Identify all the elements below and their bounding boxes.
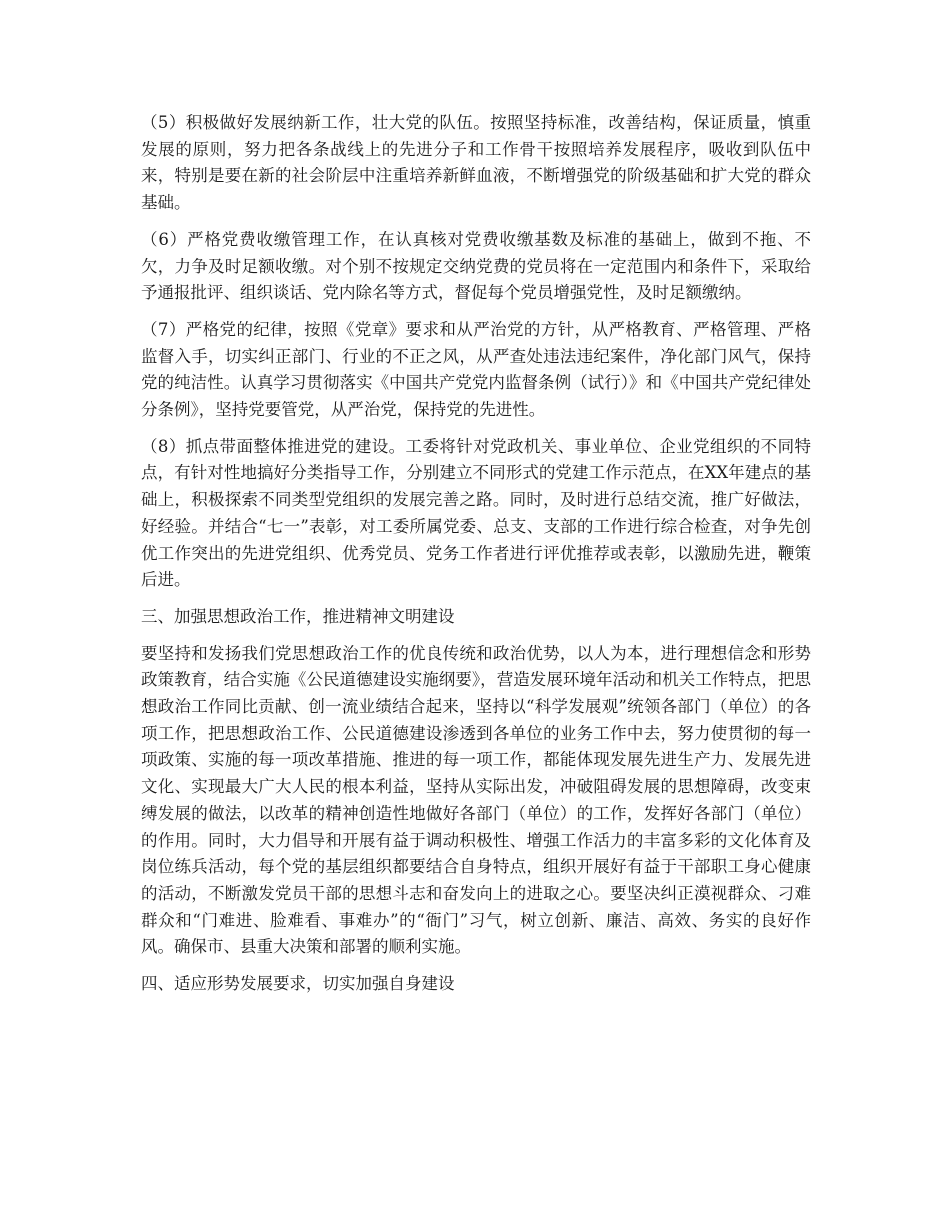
paragraph-item-7: （7）严格党的纪律，按照《党章》要求和从严治党的方针，从严格教育、严格管理、严格监督入手，切实纠正部门、行业的不正之风，从严查处违法违纪案件，净化部门风气，保持党的纯洁性。认真学习贯彻落实《中国共产党党内监督条例（试行）》和《中国共产党纪律处分条例》，坚持党要管党，从严治党，保持党的先进性。 — [141, 319, 811, 420]
paragraph-item-6: （6）严格党费收缴管理工作，在认真核对党费收缴基数及标准的基础上，做到不拖、不欠，力争及时足额收缴。对个别不按规定交纳党费的党员将在一定范围内和条件下，采取给予通报批评、组织谈话、党内除名等方式，督促每个党员增强党性，及时足额缴纳。 — [141, 229, 811, 303]
paragraph-ideological-work: 要坚持和发扬我们党思想政治工作的优良传统和政治优势，以人为本，进行理想信念和形势政策教育，结合实施《公民道德建设实施纲要》，营造发展环境年活动和机关工作特点，把思想政治工作同比贡献、创一流业绩结合起来，坚持以“科学发展观”统领各部门（单位）的各项工作，把思想政治工作、公民道德建设渗透到各单位的业务工作中去，努力使贯彻的每一项政策、实施的每一项改革措施、推进的每一项工作，都能体现发展先进生产力、发展先进文化、实现最大广大人民的根本利益，坚持从实际出发，冲破阻碍发展的思想障碍，改变束缚发展的做法，以改革的精神创造性地做好各部门（单位）的工作，发挥好各部门（单位）的作用。同时，大力倡导和开展有益于调动积极性、增强工作活力的丰富多彩的文化体育及岗位练兵活动，每个党的基层组织都要结合自身特点，组织开展好有益于干部职工身心健康的活动，不断激发党员干部的思想斗志和奋发向上的进取之心。要坚决纠正漠视群众、刁难群众和“门难进、脸难看、事难办”的“衙门”习气，树立创新、廉洁、高效、务实的良好作风。确保市、县重大决策和部署的顺利实施。 — [141, 643, 811, 957]
section-heading-4: 四、适应形势发展要求，切实加强自身建设 — [141, 974, 455, 994]
document-body — [141, 110, 811, 1008]
paragraph-item-8: （8）抓点带面整体推进党的建设。工委将针对党政机关、事业单位、企业党组织的不同特点，有针对性地搞好分类指导工作，分别建立不同形式的党建工作示范点，在XX年建点的基础上，积极探索不同类型党组织的发展完善之路。同时，及时进行总结交流，推广好做法，好经验。并结合“七一”表彰，对工委所属党委、总支、支部的工作进行综合检查，对争先创优工作突出的先进党组织、优秀党员、党务工作者进行评优推荐或表彰，以激励先进，鞭策后进。 — [141, 436, 811, 590]
paragraph-item-5: （5）积极做好发展纳新工作，壮大党的队伍。按照坚持标准，改善结构，保证质量，慎重发展的原则，努力把各条战线上的先进分子和工作骨干按照培养发展程序，吸收到队伍中来，特别是要在新的社会阶层中注重培养新鲜血液，不断增强党的阶级基础和扩大党的群众基础。 — [141, 113, 811, 213]
section-heading-3: 三、加强思想政治工作，推进精神文明建设 — [141, 606, 455, 626]
